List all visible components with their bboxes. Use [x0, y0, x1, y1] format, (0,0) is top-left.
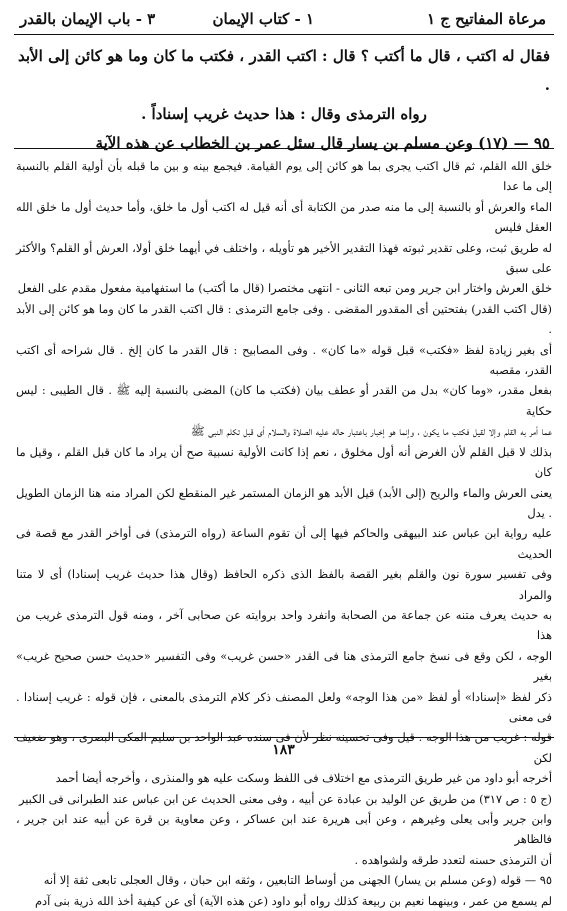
commentary-line: (قال اكتب القدر) بفتحتين أى المقدور المقضى . وفى جامع الترمذى : قال اكتب القدر ما كان وما هو كائن إلى الأبد .: [16, 301, 552, 337]
commentary-line: عليه رواية ابن عباس عند البيهقى والحاكم فيها إلى أن تقوم الساعة (رواه الترمذى) فى أواخر القدر مع قصة فى الحديث: [16, 526, 552, 561]
commentary-line: به حديث يعرف متنه عن جماعة من الصحابة وانفرد واحد بروايته عن صحابى آخر ، ومنه قول الترمذى غريب من هذا: [16, 607, 552, 643]
commentary-line: أن الترمذى حسنه لتعدد طرقه ولشواهده .: [354, 852, 552, 867]
header-chapter-title: ١ - كتاب الإيمان: [212, 10, 314, 28]
commentary-text: [16, 156, 552, 911]
commentary-line: له طريق ثبت، وعلى تقدير ثبوته فهذا التقدير الأخير هو تأويله ، واختلف في أيهما خلق أولا، العرش أو القلم؟ والأكثر على سبق: [16, 240, 552, 276]
page-number: ١٨٣: [272, 742, 295, 758]
commentary-line: الماء والعرش أو بالنسبة إلى ما منه صدر من الكتابة أى أنه قيل له اكتب أول ما خلق، وأما حديث أول ما خلق الله العقل فليس: [16, 199, 552, 235]
commentary-line: بذلك لا قبل القلم لأن الغرض أنه أول مخلوق ، نعم إذا كانت الأولية نسبية صح أن يراد ما كان قبل القلم ، وقيل ما كان: [16, 444, 552, 480]
commentary-divider: [14, 148, 554, 149]
commentary-line: أخرجه أبو داود من غير طريق الترمذى مع اختلاف فى اللفظ وسكت عليه هو والمنذرى ، وأخرجه أيضا أحمد: [55, 771, 552, 786]
commentary-line: خلق العرش واختار ابن جرير ومن تبعه الثانى - انتهى مختصرا (قال ما أكتب) ما استفهامية مفعول مقدم على الفعل: [17, 281, 552, 296]
main-line-2: رواه الترمذى وقال : هذا حديث غريب إسناداً .: [141, 105, 427, 123]
header-book-title: مرعاة المفاتيح ج ١: [426, 10, 546, 28]
commentary-line: (ج ٥ : ص ٣١٧) من طريق عن الوليد بن عبادة عن أبيه ، وفى معنى الحديث عن ابن عباس عند الطبرانى فى الكبير: [18, 791, 552, 806]
running-header: [14, 6, 554, 32]
header-rule: [14, 34, 554, 35]
main-text: [18, 42, 550, 158]
commentary-line: الوجه ، لكن وقع فى نسخ جامع الترمذى هنا فى القدر «حسن غريب» وفى التفسير «حديث حسن صحيح غريب» بغير: [16, 648, 552, 684]
commentary-line: وابن جرير وأبى يعلى وغيرهم ، وعن أبى هريرة عند ابن عساكر ، وعن معاوية بن قرة عن أبيه عند ابن جرير ، فالظاهر: [16, 812, 552, 847]
commentary-line: بفعل مقدر، «وما كان» بدل من القدر أو عطف بيان (فكتب ما كان) المضى بالنسبة إليه ﷺ . قال الطيبى : ليس حكاية: [16, 383, 552, 418]
commentary-line: ٩٥ — قوله (وعن مسلم بن يسار) الجهنى من أوساط التابعين ، وثقه ابن حبان ، وقال العجلى تابعى ثقة إلا أنه: [43, 873, 552, 888]
commentary-line: يعنى العرش والماء والريح (إلى الأبد) قيل الأبد هو الزمان المستمر غير المنقطع لكن المراد منه هنا الزمان الطويل . يدل: [16, 485, 552, 520]
main-line-1: فقال له اكتب ، قال ما أكتب ؟ قال : اكتب القدر ، فكتب ما كان وما هو كائن إلى الأبد .: [18, 47, 550, 94]
commentary-line: خلق الله القلم، ثم قال اكتب يجرى بما هو كائن إلى يوم القيامة. فيجمع بينه و بين ما قبله بأن أولية القلم بالنسبة إلى ما عدا: [16, 159, 552, 194]
commentary-line: قوله : غريب من هذا الوجه . قيل وفى تحسينه نظر لأن فى سنده عبد الواحد بن سليم المكى البصرى ، وهو ضعيف لكن: [16, 730, 552, 765]
header-section-title: ٣ - باب الإيمان بالقدر: [20, 10, 156, 28]
main-line-3: ٩٥ — (١٧) وعن مسلم بن يسار قال سئل عمر بن الخطاب عن هذه الآية: [95, 134, 550, 152]
commentary-line: وفى تفسير سورة نون والقلم بغير القصة بالفظ الذى ذكره الحافظ (وقال هذا حديث غريب إسنادا) أى لا متنا والمراد: [16, 567, 552, 602]
commentary-line: ذكر لفظ «إسنادا» أو لفظ «من هذا الوجه» ولعل المصنف ذكر كلام الترمذى بالمعنى ، فإن قوله : غريب إسنادا . فى معنى: [16, 689, 552, 724]
commentary-line: أى بغير زيادة لفظ «فكتب» قبل قوله «ما كان» . وفى المصابيح : قال القدر ما كان إلخ . قال شراحه أى اكتب القدر، مقصبه: [16, 342, 552, 378]
footer-rule: [14, 737, 554, 738]
commentary-line: لم يسمع من عمر ، وبينهما نعيم بن ربيعة كذلك رواه أبو داود (عن هذه الآية) أى عن كيفية أخذ الله ذرية بنى آدم: [34, 893, 552, 908]
commentary-line: عما أمر به القلم وإلا لقيل فكتب ما يكون ، وإنما هو إخبار باعتبار حاله عليه الصلاة والسلام أى قبل تكلم النبى ﷺ: [190, 424, 552, 439]
